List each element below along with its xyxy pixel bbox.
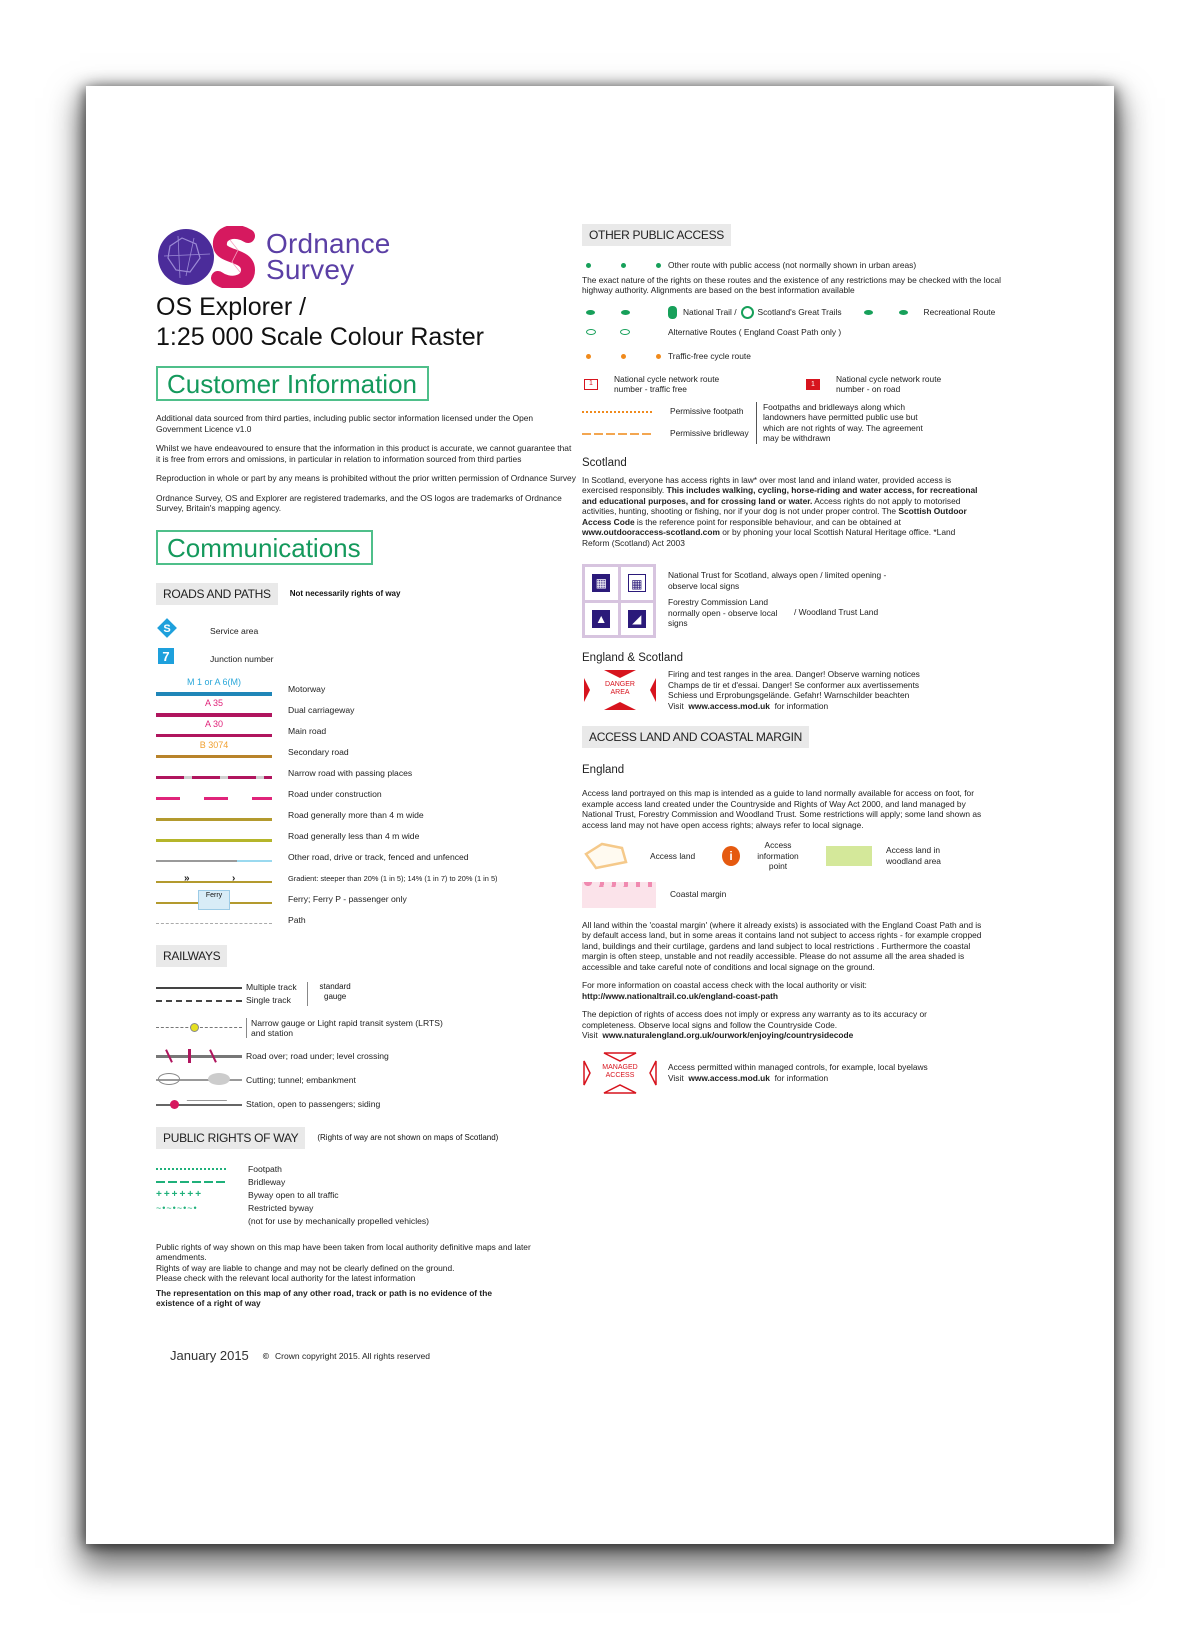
grid-cell bbox=[585, 567, 618, 600]
path-symbol bbox=[156, 910, 272, 931]
coastal-edge bbox=[582, 882, 656, 887]
legend-row bbox=[156, 1202, 576, 1215]
text-run: Scottish Outdoor Access Code bbox=[582, 506, 967, 527]
other-public-access-label: OTHER PUBLIC ACCESS bbox=[582, 224, 731, 246]
legend-label: Other route with public access (not normally shown in urban areas) bbox=[668, 260, 917, 270]
danger-area-row bbox=[582, 668, 1042, 712]
motorway-symbol bbox=[156, 676, 272, 700]
legend-label: Path bbox=[288, 915, 306, 925]
section-note: (Rights of way are not shown on maps of Scotland) bbox=[317, 1133, 499, 1142]
legend-row bbox=[156, 1093, 576, 1115]
road-line bbox=[156, 692, 272, 696]
legend-label: Access land in woodland area bbox=[886, 845, 941, 866]
access-land-label: ACCESS LAND AND COASTAL MARGIN bbox=[582, 726, 809, 748]
grid-cell bbox=[585, 603, 618, 636]
mod-link[interactable]: www.access.mod.uk bbox=[688, 700, 770, 711]
legend-label: Scotland's Great Trails bbox=[757, 306, 842, 317]
mod-link[interactable]: www.access.mod.uk bbox=[688, 1072, 770, 1083]
legend-label: Road over; road under; level crossing bbox=[246, 1050, 389, 1061]
scotland-access-text bbox=[582, 475, 982, 549]
england-scotland-heading: England & Scotland bbox=[582, 652, 684, 664]
legend-row-secondary bbox=[156, 739, 576, 763]
diamond bbox=[586, 310, 595, 315]
road-tag: A 35 bbox=[204, 697, 224, 708]
road-legend bbox=[156, 676, 576, 931]
coastal-margin-icon bbox=[582, 882, 656, 908]
legend-label: Narrow road with passing places bbox=[288, 768, 413, 778]
danger-sign-text: DANGER AREA bbox=[605, 681, 635, 696]
road-line bbox=[156, 713, 272, 717]
scotland-heading: Scotland bbox=[582, 456, 627, 469]
service-area-icon bbox=[156, 617, 210, 644]
legend-label: Road under construction bbox=[288, 789, 382, 799]
england-heading: England bbox=[582, 764, 625, 776]
legend-label: National cycle network route number - on road bbox=[836, 373, 942, 394]
acorn-icon bbox=[668, 306, 677, 319]
legend-label: Forestry Commission Land normally open - observe local signs bbox=[668, 597, 778, 628]
managed-visit-line bbox=[668, 1073, 928, 1084]
legend-row bbox=[582, 401, 756, 423]
footpath-symbol bbox=[156, 1163, 226, 1176]
legend-label: Road generally more than 4 m wide bbox=[288, 810, 424, 820]
footer-date: January 2015 bbox=[170, 1348, 249, 1363]
depiction-visit-line bbox=[582, 1030, 1042, 1041]
coastal-text: All land within the 'coastal margin' (where it already exists) is associated with the England Coast Path and is by default access land, but in some areas it contains land not subject to access rights - for example cropped land, buildings and their curtilage, gardens and land subject to local restrictions . Furthermore the coastal margin is often steep, unstable and not readily accessible. Please do not assume all the area shaded is accessible and take careful note of conditions and local signage on the ground. bbox=[582, 919, 982, 972]
document-page bbox=[86, 86, 1114, 1544]
legend-label: National cycle network route number - traffic free bbox=[614, 373, 720, 394]
track-line bbox=[156, 1000, 242, 1002]
thistle-icon bbox=[741, 306, 754, 319]
legend-label: Permissive footpath bbox=[670, 406, 744, 417]
section-label: PUBLIC RIGHTS OF WAY bbox=[156, 1127, 305, 1149]
managed-access-row bbox=[582, 1051, 1042, 1095]
road-under-icon bbox=[188, 1049, 191, 1063]
track-line bbox=[156, 1027, 242, 1028]
grid-cell bbox=[621, 567, 654, 600]
track-line bbox=[156, 987, 242, 989]
legend-label: National Trail / bbox=[683, 306, 737, 317]
legend-row bbox=[156, 994, 297, 1007]
road-tag: B 3074 bbox=[199, 739, 229, 750]
ferry-icon: Ferry bbox=[198, 890, 230, 910]
danger-text bbox=[668, 669, 920, 711]
legend-label: Road generally less than 4 m wide bbox=[288, 831, 420, 841]
road-tag: M 1 or A 6(M) bbox=[186, 676, 241, 687]
railways-header bbox=[156, 945, 576, 967]
left-column bbox=[156, 224, 576, 1309]
legend-row-other bbox=[156, 847, 576, 868]
legend-label: Cutting; tunnel; embankment bbox=[246, 1074, 356, 1085]
permissive-group bbox=[582, 401, 1042, 445]
land-ownership-legend bbox=[582, 564, 1042, 638]
narrow-road-symbol bbox=[156, 763, 272, 784]
road-line bbox=[156, 734, 272, 737]
section-label: RAILWAYS bbox=[156, 945, 227, 967]
legend-label: Single track bbox=[246, 995, 291, 1005]
ncn-on-road-icon: 1 bbox=[806, 379, 820, 390]
legend-label: National Trust for Scotland, always open / limited opening - observe local signs bbox=[668, 570, 887, 591]
title-line-2: 1:25 000 Scale Colour Raster bbox=[156, 323, 484, 351]
hollow-diamond bbox=[620, 329, 630, 335]
legend-label: Motorway bbox=[288, 684, 326, 694]
woodland-access-icon bbox=[826, 846, 872, 866]
station-icon bbox=[170, 1100, 179, 1109]
legend-row bbox=[582, 327, 1042, 338]
ncn-traffic-free-icon: 1 bbox=[584, 379, 598, 390]
prow-header bbox=[156, 1127, 576, 1149]
bridleway-symbol bbox=[156, 1176, 226, 1189]
legend-label: Permissive bridleway bbox=[670, 428, 749, 439]
spacer bbox=[156, 1215, 226, 1228]
nts-always-open-icon: ▦ bbox=[592, 574, 610, 592]
secondary-road-symbol bbox=[156, 739, 272, 763]
road-line bbox=[156, 839, 272, 842]
legend-label: Traffic-free cycle route bbox=[668, 351, 751, 361]
legend-label: Alternative Routes ( England Coast Path only ) bbox=[668, 326, 842, 337]
legend-row-main bbox=[156, 718, 576, 742]
single-track-symbol bbox=[156, 994, 242, 1007]
text-run: Visit bbox=[668, 1072, 684, 1083]
permissive-note: Footpaths and bridleways along which landowners have permitted public use but which are not rights of way. The agreement may be withdrawn bbox=[756, 402, 926, 444]
danger-line: Champs de tir et d'essai. Danger! Se conformer aux avertissements bbox=[668, 679, 920, 690]
road-construction-symbol bbox=[156, 784, 272, 805]
prow-line bbox=[156, 1168, 226, 1170]
legend-label: Multiple track bbox=[246, 982, 297, 992]
standard-gauge-label: standard gauge bbox=[307, 982, 353, 1006]
access-land-legend bbox=[582, 840, 1042, 872]
legend-label: Byway open to all traffic bbox=[248, 1189, 339, 1200]
prow-line: ~•~•~•~• bbox=[156, 1202, 198, 1213]
steep-gradient-arrow-icon: » bbox=[184, 872, 190, 884]
road-line bbox=[156, 755, 272, 758]
legend-label: Main road bbox=[288, 726, 327, 736]
danger-line: Schiess und Erprobungsgelände. Gefahr! Warnschilder beachten bbox=[668, 690, 910, 700]
legend-row-narrow-4m bbox=[156, 826, 576, 847]
coastal-margin-legend bbox=[582, 882, 1042, 908]
text-run: for information bbox=[774, 1072, 829, 1083]
restricted-byway-symbol bbox=[156, 1202, 226, 1215]
legend-row bbox=[156, 617, 576, 645]
legend-row bbox=[156, 1069, 576, 1091]
logo-line-1: Ordnance bbox=[266, 228, 391, 259]
prow-note: Rights of way are liable to change and may not be clearly defined on the ground. bbox=[156, 1262, 455, 1273]
dot bbox=[621, 263, 626, 268]
text-run: for information bbox=[774, 700, 829, 711]
section-label: ROADS AND PATHS bbox=[156, 583, 278, 605]
legend-row bbox=[156, 1189, 576, 1202]
woodland-trust-icon: ◢ bbox=[628, 610, 646, 628]
prow-note: Please check with the relevant local authority for the latest information bbox=[156, 1273, 416, 1283]
text-run: is the reference point for responsible behaviour, and can be obtained at bbox=[634, 516, 901, 527]
legend-label: Station, open to passengers; siding bbox=[246, 1098, 381, 1109]
land-ownership-icons bbox=[582, 564, 656, 638]
legend-label: Bridleway bbox=[248, 1176, 286, 1187]
permissive-bridleway-symbol bbox=[582, 433, 652, 435]
info-paragraph: Additional data sourced from third parties, including public sector information licensed under the Open Government Licence v1.0 bbox=[156, 413, 534, 434]
diamond bbox=[864, 310, 873, 315]
other-road-symbol bbox=[156, 847, 272, 868]
legend-label: Dual carriageway bbox=[288, 705, 355, 715]
info-paragraph: Whilst we have endeavoured to ensure that the information in this product is accurate, we cannot guarantee that it is free from errors and omissions, in particular in relation to information sourced from third parties bbox=[156, 443, 572, 464]
danger-line: Firing and test ranges in the area. Danger! Observe warning notices bbox=[668, 669, 920, 679]
legend-label: Recreational Route bbox=[923, 306, 996, 317]
legend-row bbox=[156, 981, 297, 994]
dot bbox=[586, 263, 591, 268]
coastal-path-link[interactable]: http://www.nationaltrail.co.uk/england-coast-path bbox=[582, 990, 779, 1001]
junction-number-icon bbox=[156, 646, 210, 671]
dot bbox=[586, 354, 591, 359]
legend-row bbox=[156, 645, 576, 673]
national-trail-symbol bbox=[582, 310, 662, 315]
alternative-route-symbol bbox=[582, 329, 662, 335]
railways-legend bbox=[156, 981, 576, 1115]
station-icon bbox=[190, 1023, 199, 1032]
forestry-commission-icon: ▲ bbox=[592, 610, 610, 628]
legend-row bbox=[582, 423, 756, 445]
managed-line: Access permitted within managed controls, for example, local byelaws bbox=[668, 1062, 928, 1072]
other-route-note: The exact nature of the rights on these routes and the existence of any restrictions may be checked with the local highway authority. Alignments are based on the best information available bbox=[582, 274, 1001, 295]
danger-visit-line bbox=[668, 701, 920, 712]
narrow-4m-road-symbol bbox=[156, 826, 272, 847]
legend-label: Junction number bbox=[210, 653, 274, 664]
legend-label: Restricted byway bbox=[248, 1202, 314, 1213]
text-run: Access rights do not apply to motorised activities, hunting, shooting or fishing, nor if your dog is not under proper control. The bbox=[582, 495, 961, 516]
text-run: www.outdooraccess-scotland.com bbox=[582, 527, 720, 537]
depiction-text: The depiction of rights of access does not imply or express any warranty as to its accuracy or completeness. Observe local signs and follow the Countryside Code. bbox=[582, 1009, 927, 1030]
access-land-intro: Access land portrayed on this map is intended as a guide to land normally available for access on foot, for example access land created under the Countryside and Rights of Way Act 2000, and land managed by National Trust, Forestry Commission and Woodland Trust. Some restrictions will apply; some land shown as access land may not have open access rights; always refer to local signage. bbox=[582, 788, 982, 830]
prow-notes bbox=[156, 1242, 576, 1309]
road-line bbox=[156, 923, 272, 924]
ncn-row bbox=[582, 374, 1042, 395]
dot bbox=[656, 263, 661, 268]
legend-row bbox=[156, 1163, 576, 1176]
other-route-symbol bbox=[582, 263, 662, 268]
legend-label: Coastal margin bbox=[670, 889, 727, 900]
legend-row-narrow bbox=[156, 763, 576, 784]
cutting-tunnel-symbol bbox=[156, 1069, 242, 1091]
legend-row bbox=[582, 306, 1042, 319]
countryside-code-link[interactable]: www.naturalengland.org.uk/ourwork/enjoying/countrysidecode bbox=[602, 1030, 854, 1040]
title-line-1: OS Explorer / bbox=[156, 293, 307, 321]
grid-cell bbox=[621, 603, 654, 636]
legend-label: Gradient: steeper than 20% (1 in 5); 14% (1 in 7) to 20% (1 in 5) bbox=[288, 873, 498, 883]
road-icons bbox=[156, 617, 576, 673]
prow-line bbox=[156, 1181, 226, 1183]
text-run: Visit bbox=[582, 1030, 598, 1040]
customer-information-body bbox=[156, 413, 576, 514]
logo-line-2: Survey bbox=[266, 254, 355, 285]
byway-symbol bbox=[156, 1189, 226, 1202]
managed-text bbox=[668, 1062, 928, 1083]
legend-row bbox=[582, 351, 1042, 362]
embankment-icon bbox=[208, 1073, 230, 1085]
legend-row bbox=[156, 1215, 576, 1228]
legend-label: Service area bbox=[210, 625, 259, 636]
document-title bbox=[156, 292, 576, 352]
road-line bbox=[156, 797, 272, 800]
legend-label: Narrow gauge or Light rapid transit system (LRTS) and station bbox=[246, 1018, 456, 1038]
prow-legend bbox=[156, 1163, 576, 1228]
road-line bbox=[156, 776, 272, 779]
section-note: Not necessarily rights of way bbox=[289, 589, 401, 598]
legend-row-construction bbox=[156, 784, 576, 805]
ferry-symbol bbox=[156, 889, 272, 910]
hollow-diamond bbox=[586, 329, 596, 335]
legend-row-motorway bbox=[156, 676, 576, 700]
legend-label: Secondary road bbox=[288, 747, 349, 757]
permissive-items bbox=[582, 401, 756, 445]
standard-gauge-group bbox=[156, 981, 576, 1007]
roads-and-paths-header bbox=[156, 583, 576, 605]
diamond bbox=[899, 310, 908, 315]
access-land-header-wrap bbox=[582, 726, 1042, 748]
main-road-symbol bbox=[156, 718, 272, 742]
managed-sign-text: MANAGED ACCESS bbox=[602, 1063, 638, 1079]
legend-row-wide bbox=[156, 805, 576, 826]
footer bbox=[170, 1348, 430, 1363]
multiple-track-symbol bbox=[156, 981, 242, 994]
danger-area-icon bbox=[582, 668, 658, 712]
communications-heading: Communications bbox=[156, 530, 373, 565]
legend-label: / Woodland Trust Land bbox=[794, 607, 879, 617]
access-info-point-icon: i bbox=[722, 846, 740, 866]
legend-row bbox=[156, 1045, 576, 1067]
text-run: In Scotland, everyone has access rights in law* over most land and inland water, provided access is exercised responsibly. bbox=[582, 474, 952, 495]
os-logo-icon bbox=[156, 226, 260, 288]
dot bbox=[621, 354, 626, 359]
level-crossing-symbol bbox=[156, 1045, 242, 1067]
wide-road-symbol bbox=[156, 805, 272, 826]
os-logo bbox=[156, 224, 576, 290]
siding-icon bbox=[185, 1100, 227, 1104]
managed-access-icon bbox=[582, 1051, 658, 1095]
dual-carriageway-symbol bbox=[156, 697, 272, 721]
legend-row bbox=[582, 260, 1042, 271]
legend-row-gradient bbox=[156, 868, 576, 889]
legend-label: Footpath bbox=[248, 1163, 282, 1174]
coastal-more-info: For more information on coastal access check with the local authority or visit: bbox=[582, 980, 867, 990]
station-siding-symbol bbox=[156, 1093, 242, 1115]
legend-row bbox=[156, 1017, 576, 1039]
road-line bbox=[156, 881, 272, 883]
standard-gauge-items bbox=[156, 981, 297, 1007]
cycle-route-symbol bbox=[582, 354, 662, 359]
gradient-symbol bbox=[156, 868, 272, 889]
text-run: This includes walking, cycling, horse-riding and water access, for recreational and educational purposes, and for crossing land or water. bbox=[582, 485, 978, 506]
land-ownership-labels bbox=[668, 570, 908, 629]
fc-row bbox=[668, 597, 908, 629]
access-land-icon bbox=[582, 842, 630, 870]
cutting-icon bbox=[158, 1073, 180, 1085]
legend-label: Ferry; Ferry P - passenger only bbox=[288, 894, 407, 904]
diamond bbox=[621, 310, 630, 315]
legend-row-dual bbox=[156, 697, 576, 721]
footer-copyright: Crown copyright 2015. All rights reserved bbox=[275, 1350, 431, 1361]
legend-row bbox=[156, 1176, 576, 1189]
legend-row-path bbox=[156, 910, 576, 931]
legend-row-ferry bbox=[156, 889, 576, 910]
narrow-gauge-symbol bbox=[156, 1017, 242, 1039]
legend-label: Access information point bbox=[757, 840, 799, 871]
gradient-arrow-icon: › bbox=[232, 872, 236, 884]
road-tag: A 30 bbox=[204, 718, 224, 729]
text-run: Visit bbox=[668, 700, 684, 711]
os-logo-wordmark bbox=[266, 228, 391, 285]
copyright-symbol-icon: © bbox=[262, 1350, 270, 1361]
legend-label: Access land bbox=[650, 850, 696, 861]
legend-label: (not for use by mechanically propelled vehicles) bbox=[248, 1215, 430, 1226]
road-line bbox=[156, 818, 272, 821]
nts-limited-opening-icon: ▦ bbox=[628, 574, 646, 592]
prow-line: ++++++ bbox=[156, 1188, 204, 1200]
customer-information-heading: Customer Information bbox=[156, 366, 429, 401]
svg-text:S: S bbox=[163, 623, 171, 635]
prow-bold-note: The representation on this map of any other road, track or path is no evidence of the existence of a right of way bbox=[156, 1287, 492, 1308]
road-line bbox=[156, 860, 272, 862]
svg-text:7: 7 bbox=[162, 649, 170, 664]
dot bbox=[656, 354, 661, 359]
right-column bbox=[582, 224, 1042, 1095]
permissive-footpath-symbol bbox=[582, 411, 652, 413]
info-paragraph: Ordnance Survey, OS and Explorer are registered trademarks, and the OS logos are trademarks of Ordnance Survey, Britain's mapping agency. bbox=[156, 492, 562, 513]
legend-label: Other road, drive or track, fenced and unfenced bbox=[288, 852, 469, 862]
info-paragraph: Reproduction in whole or part by any means is prohibited without the prior written permission of Ordnance Survey bbox=[156, 473, 576, 483]
text-run: or by phoning your local Scottish Natural Heritage office. *Land Reform (Scotland) Act 2003 bbox=[582, 527, 956, 548]
recreational-route-symbol bbox=[860, 310, 924, 315]
prow-note: Public rights of way shown on this map have been taken from local authority definitive maps and later amendments. bbox=[156, 1241, 531, 1262]
